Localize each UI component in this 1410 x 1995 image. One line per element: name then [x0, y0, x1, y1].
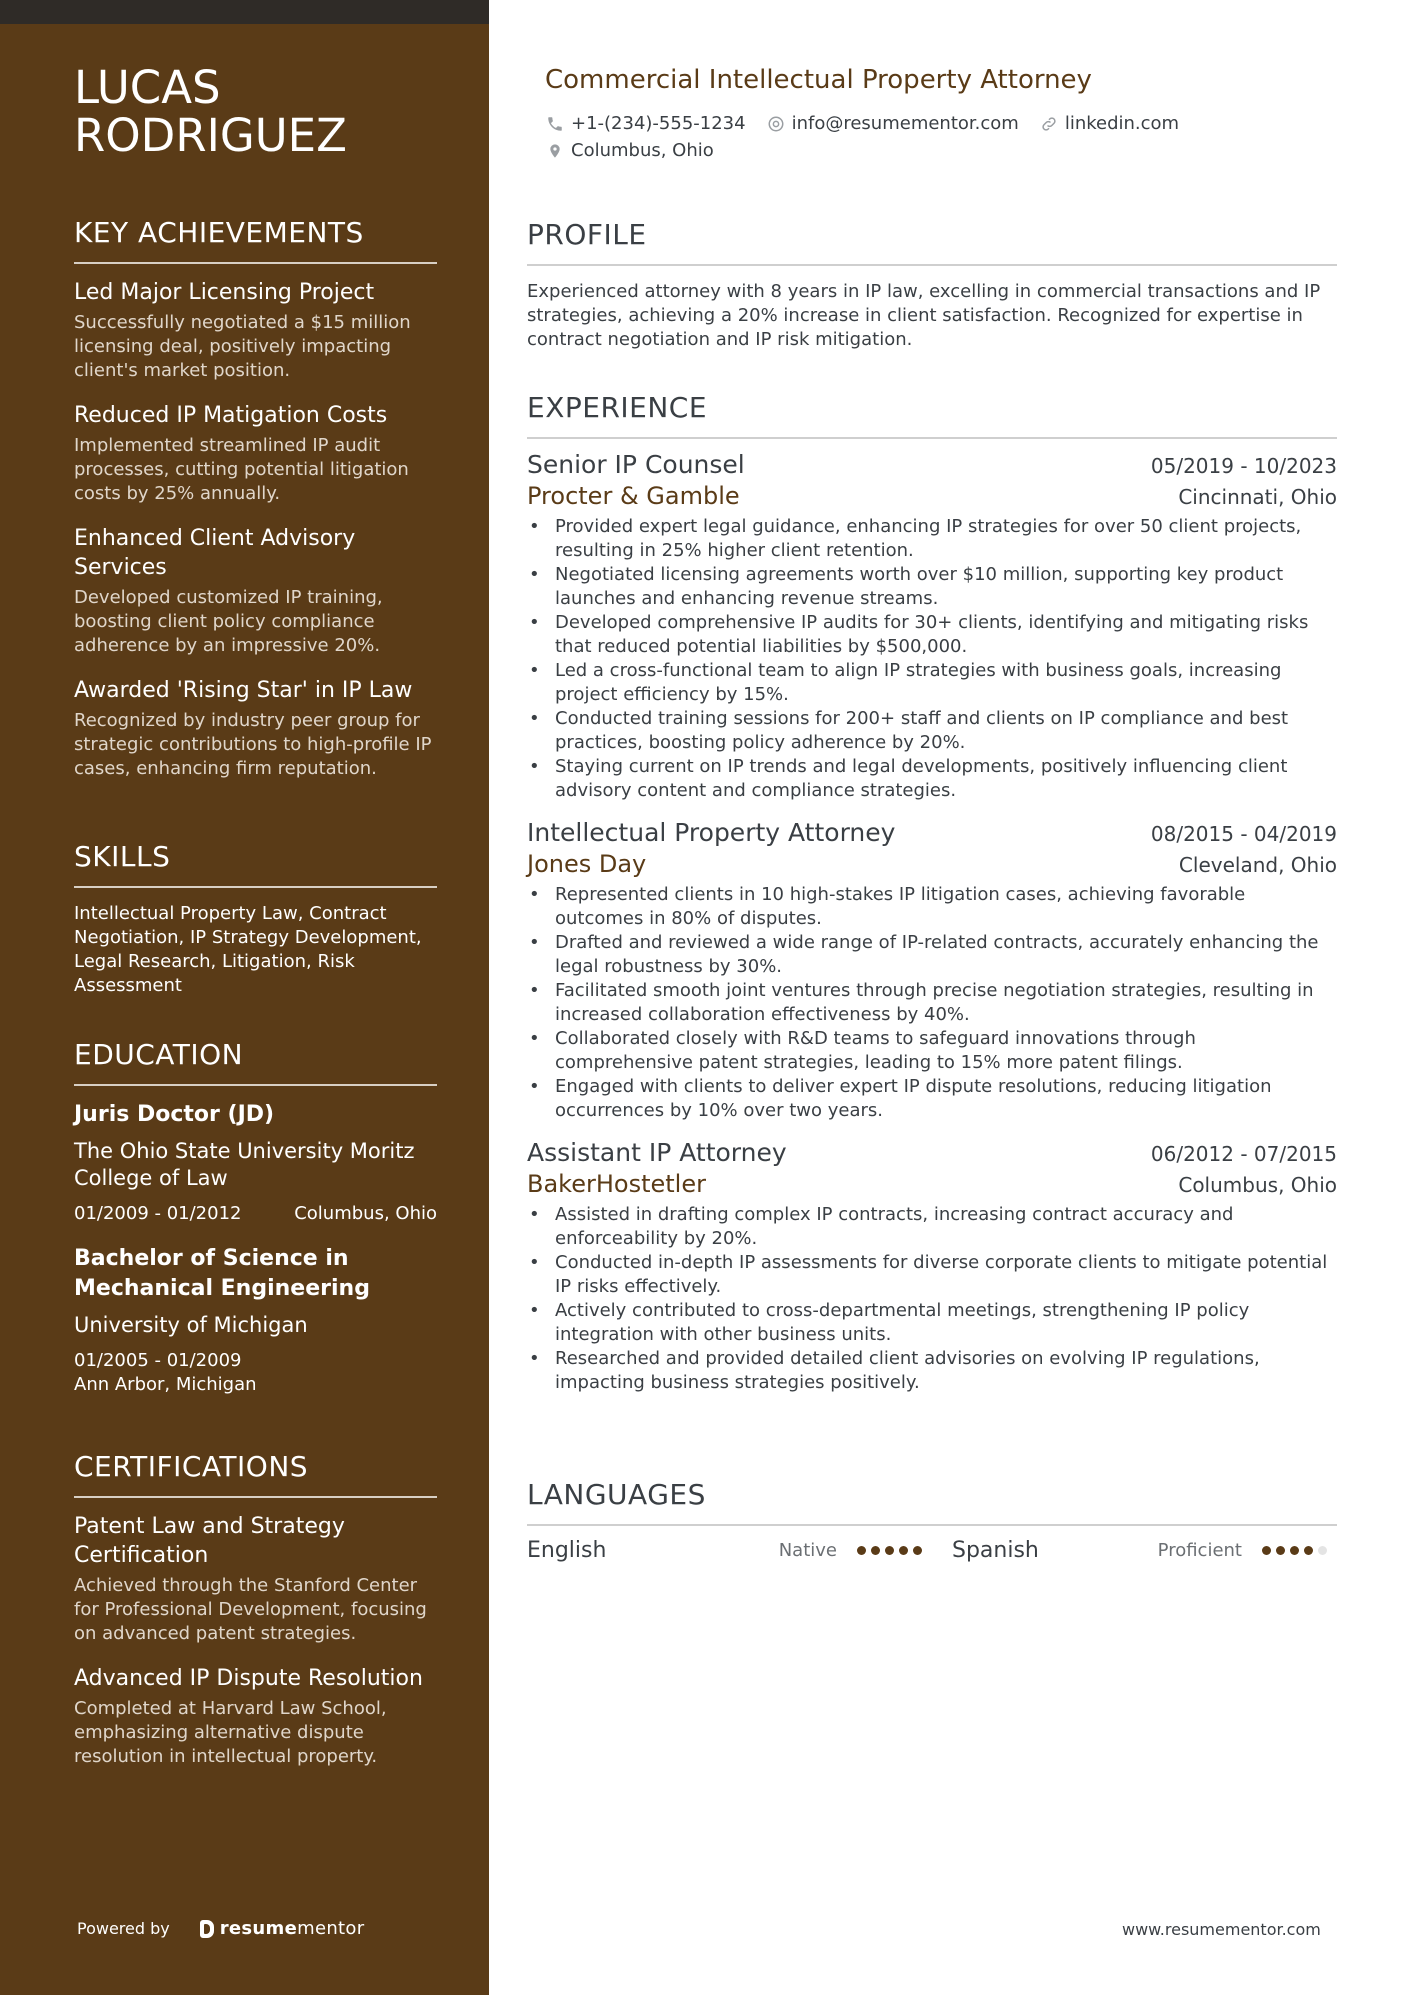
- job-entry: [527, 1137, 1337, 1395]
- education-location: Ann Arbor, Michigan: [74, 1374, 257, 1395]
- education-heading: EDUCATION: [74, 1038, 437, 1086]
- rating-dot: [899, 1546, 908, 1555]
- job-title: Intellectual Property Attorney: [527, 818, 896, 847]
- linkedin-text: linkedin.com: [1064, 113, 1180, 134]
- job-bullet: • Actively contributed to cross-departmental meetings, strengthening IP policy integration with other business units.: [527, 1299, 1337, 1347]
- achievements-heading: KEY ACHIEVEMENTS: [74, 216, 437, 264]
- job-company: Jones Day: [527, 850, 647, 878]
- school: University of Michigan: [74, 1313, 308, 1337]
- job-bullet: • Negotiated licensing agreements worth over $10 million, supporting key product launches and enhancing revenue streams.: [527, 563, 1337, 611]
- education-item: [74, 1244, 437, 1397]
- language-item: [952, 1538, 1337, 1563]
- job-bullet: • Led a cross-functional team to align IP strategies with business goals, increasing project efficiency by 15%.: [527, 659, 1337, 707]
- job-bullet: • Researched and provided detailed client advisories on evolving IP regulations, impacting business strategies positively.: [527, 1347, 1337, 1395]
- link-icon: [1039, 114, 1059, 134]
- job-bullet: • Conducted in-depth IP assessments for diverse corporate clients to mitigate potential IP risks effectively.: [527, 1251, 1337, 1299]
- achievement-title: Awarded 'Rising Star' in IP Law: [74, 678, 413, 703]
- job-bullet: • Conducted training sessions for 200+ staff and clients on IP compliance and best practices, boosting policy adherence by 20%.: [527, 707, 1337, 755]
- education-location: Columbus, Ohio: [294, 1203, 437, 1224]
- education-meta: [74, 1202, 437, 1226]
- skills-section: [74, 840, 437, 998]
- rating-dot: [1262, 1546, 1271, 1555]
- job-location: Columbus, Ohio: [1178, 1173, 1337, 1197]
- education-item: [74, 1100, 437, 1226]
- achievement-item: [74, 401, 437, 506]
- rating-dot: [1290, 1546, 1299, 1555]
- rating-dot: [1318, 1546, 1327, 1555]
- phone-text: +1-(234)-555-1234: [571, 113, 746, 134]
- certification-item: [74, 1664, 437, 1769]
- job-company: Procter & Gamble: [527, 482, 740, 510]
- job-subheader: [527, 481, 1337, 511]
- achievement-desc: Developed customized IP training, boosting client policy compliance adherence by an impressive 20%.: [74, 587, 383, 656]
- rating-dot: [857, 1546, 866, 1555]
- job-company: BakerHostetler: [527, 1170, 706, 1198]
- powered-by-label: Powered by: [77, 1919, 170, 1938]
- language-item: [527, 1538, 952, 1563]
- contact-row: [545, 113, 1199, 134]
- job-title: Assistant IP Attorney: [527, 1138, 787, 1167]
- achievement-title: Led Major Licensing Project: [74, 280, 375, 305]
- brand-logo[interactable]: [200, 1918, 365, 1939]
- contact-location: [545, 140, 714, 161]
- school: The Ohio State University Moritz College of Law: [74, 1139, 415, 1190]
- education-dates: 01/2005 - 01/2009: [74, 1350, 242, 1371]
- achievement-title: Enhanced Client Advisory Services: [74, 526, 356, 580]
- powered-by: [77, 1918, 364, 1939]
- footer-url[interactable]: www.resumementor.com: [1122, 1920, 1321, 1939]
- experience-heading: EXPERIENCE: [527, 391, 1337, 439]
- degree: Juris Doctor (JD): [74, 1102, 275, 1127]
- brand-bold: resume: [219, 1918, 298, 1939]
- achievement-item: [74, 676, 437, 781]
- rating-dot: [871, 1546, 880, 1555]
- job-subheader: [527, 1169, 1337, 1199]
- job-bullet: • Facilitated smooth joint ventures through precise negotiation strategies, resulting in increased collaboration effectiveness by 40%.: [527, 979, 1337, 1027]
- job-dates: 08/2015 - 04/2019: [1150, 822, 1337, 846]
- contact-linkedin[interactable]: [1039, 113, 1179, 134]
- certifications-section: [74, 1450, 437, 1787]
- achievements-section: [74, 216, 437, 799]
- education-section: [74, 1038, 437, 1397]
- languages-row: [527, 1538, 1337, 1563]
- job-location: Cincinnati, Ohio: [1178, 485, 1337, 509]
- profile-heading: PROFILE: [527, 218, 1337, 266]
- job-bullet: • Engaged with clients to deliver expert IP dispute resolutions, reducing litigation occurrences by 10% over two years.: [527, 1075, 1337, 1123]
- job-location: Cleveland, Ohio: [1178, 853, 1337, 877]
- language-rating: [857, 1546, 927, 1555]
- experience-section: [527, 391, 1337, 1395]
- achievement-desc: Recognized by industry peer group for strategic contributions to high-profile IP cases, enhancing firm reputation.: [74, 710, 432, 779]
- achievement-desc: Implemented streamlined IP audit processes, cutting potential litigation costs by 25% annually.: [74, 435, 409, 504]
- job-bullet: • Staying current on IP trends and legal developments, positively influencing client advisory content and compliance strategies.: [527, 755, 1337, 803]
- location-pin-icon: [545, 141, 565, 161]
- achievement-desc: Successfully negotiated a $15 million licensing deal, positively impacting client's market position.: [74, 312, 411, 381]
- achievement-title: Reduced IP Matigation Costs: [74, 403, 388, 428]
- certification-desc: Completed at Harvard Law School, emphasizing alternative dispute resolution in intellectual property.: [74, 1698, 387, 1767]
- rating-dot: [913, 1546, 922, 1555]
- certification-item: [74, 1512, 437, 1646]
- job-header: [527, 449, 1337, 481]
- language-name: Spanish: [952, 1538, 1039, 1563]
- achievement-item: [74, 278, 437, 383]
- profile-text: Experienced attorney with 8 years in IP law, excelling in commercial transactions and IP strategies, achieving a 20% increase in client satisfaction. Recognized for expertise in contract negotiation and IP risk mitigation.: [527, 281, 1321, 350]
- job-dates: 06/2012 - 07/2015: [1150, 1142, 1337, 1166]
- job-dates: 05/2019 - 10/2023: [1150, 454, 1337, 478]
- phone-icon: [545, 114, 565, 134]
- job-bullet: • Drafted and reviewed a wide range of IP-related contracts, accurately enhancing the legal robustness by 30%.: [527, 931, 1337, 979]
- brand-logo-icon: [200, 1920, 214, 1938]
- at-icon: [766, 114, 786, 134]
- job-bullets: [527, 1203, 1337, 1395]
- certification-title: Patent Law and Strategy Certification: [74, 1514, 345, 1568]
- job-entry: [527, 449, 1337, 803]
- email-text: info@resumementor.com: [791, 113, 1019, 134]
- job-entry: [527, 817, 1337, 1123]
- rating-dot: [1276, 1546, 1285, 1555]
- job-title-header: Commercial Intellectual Property Attorney: [545, 65, 1092, 95]
- job-bullet: • Represented clients in 10 high-stakes IP litigation cases, achieving favorable outcomes in 80% of disputes.: [527, 883, 1337, 931]
- contact-row-2: [545, 140, 734, 161]
- certifications-heading: CERTIFICATIONS: [74, 1450, 437, 1498]
- contact-phone[interactable]: [545, 113, 746, 134]
- job-bullets: [527, 515, 1337, 803]
- certification-desc: Achieved through the Stanford Center for Professional Development, focusing on advanced patent strategies.: [74, 1575, 427, 1644]
- candidate-name: LUCAS RODRIGUEZ: [74, 61, 347, 162]
- contact-email[interactable]: [766, 113, 1019, 134]
- job-header: [527, 1137, 1337, 1169]
- certification-title: Advanced IP Dispute Resolution: [74, 1666, 423, 1691]
- languages-heading: LANGUAGES: [527, 1478, 1337, 1526]
- job-title: Senior IP Counsel: [527, 450, 745, 479]
- job-bullet: • Collaborated closely with R&D teams to safeguard innovations through comprehensive patent strategies, leading to 15% more patent filings.: [527, 1027, 1337, 1075]
- job-header: [527, 817, 1337, 849]
- achievement-item: [74, 524, 437, 658]
- language-level: Proficient: [1157, 1540, 1242, 1561]
- degree: Bachelor of Science in Mechanical Engineering: [74, 1246, 370, 1301]
- languages-section: [527, 1478, 1337, 1563]
- rating-dot: [885, 1546, 894, 1555]
- sidebar: [0, 0, 489, 1995]
- location-text: Columbus, Ohio: [571, 140, 714, 161]
- rating-dot: [1304, 1546, 1313, 1555]
- job-bullet: • Assisted in drafting complex IP contracts, increasing contract accuracy and enforceability by 20%.: [527, 1203, 1337, 1251]
- profile-section: [527, 218, 1337, 352]
- job-bullet: • Developed comprehensive IP audits for 30+ clients, identifying and mitigating risks that reduced potential liabilities by $500,000.: [527, 611, 1337, 659]
- skills-heading: SKILLS: [74, 840, 437, 888]
- education-dates: 01/2009 - 01/2012: [74, 1203, 242, 1224]
- skills-list: Intellectual Property Law, Contract Negotiation, IP Strategy Development, Legal Research, Litigation, Risk Assessment: [74, 903, 422, 996]
- brand-light: mentor: [297, 1918, 365, 1939]
- language-name: English: [527, 1538, 607, 1563]
- job-bullets: [527, 883, 1337, 1123]
- sidebar-top-bar: [0, 0, 489, 24]
- job-subheader: [527, 849, 1337, 879]
- job-bullet: • Provided expert legal guidance, enhancing IP strategies for over 50 client projects, resulting in 25% higher client retention.: [527, 515, 1337, 563]
- language-rating: [1262, 1546, 1332, 1555]
- language-level: Native: [778, 1540, 837, 1561]
